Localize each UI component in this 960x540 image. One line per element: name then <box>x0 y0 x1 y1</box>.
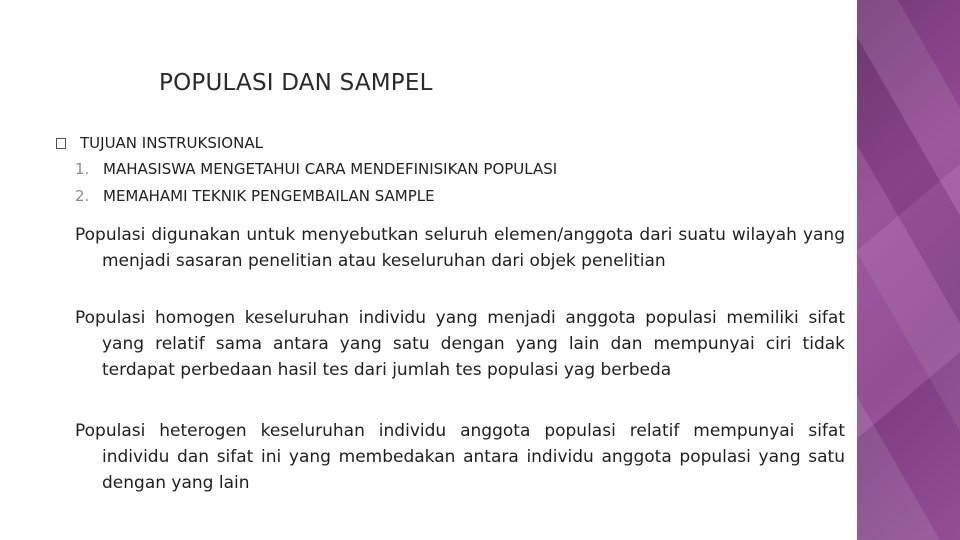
paragraph-populasi-homogen: Populasi homogen keseluruhan individu yang menjadi anggota populasi memiliki sifat yang relatif sama antara yang satu dengan yang lain dan mempunyai ciri tidak terdapat perbedaan hasil tes dari jumlah tes populasi yag berbeda <box>75 308 845 380</box>
objectives-heading: TUJUAN INSTRUKSIONAL <box>80 134 263 152</box>
objective-text: MEMAHAMI TEKNIK PENGEMBAILAN SAMPLE <box>103 187 435 205</box>
objective-number: 2. <box>75 187 90 205</box>
objective-text: MAHASISWA MENGETAHUI CARA MENDEFINISIKAN POPULASI <box>103 160 558 178</box>
objective-item <box>75 187 435 205</box>
objective-item <box>75 160 557 178</box>
paragraph-populasi-heterogen: Populasi heterogen keseluruhan individu anggota populasi relatif mempunyai sifat individu dan sifat ini yang membedakan antara individu anggota populasi yang satu dengan yang lain <box>75 421 845 493</box>
checkbox-bullet-icon <box>56 138 66 149</box>
decorative-side-panel <box>857 0 960 540</box>
objective-number: 1. <box>75 160 90 178</box>
paragraph-populasi-definition: Populasi digunakan untuk menyebutkan seluruh elemen/anggota dari suatu wilayah yang menjadi sasaran penelitian atau keseluruhan dari objek penelitian <box>75 225 845 271</box>
slide-title: POPULASI DAN SAMPEL <box>159 70 433 96</box>
